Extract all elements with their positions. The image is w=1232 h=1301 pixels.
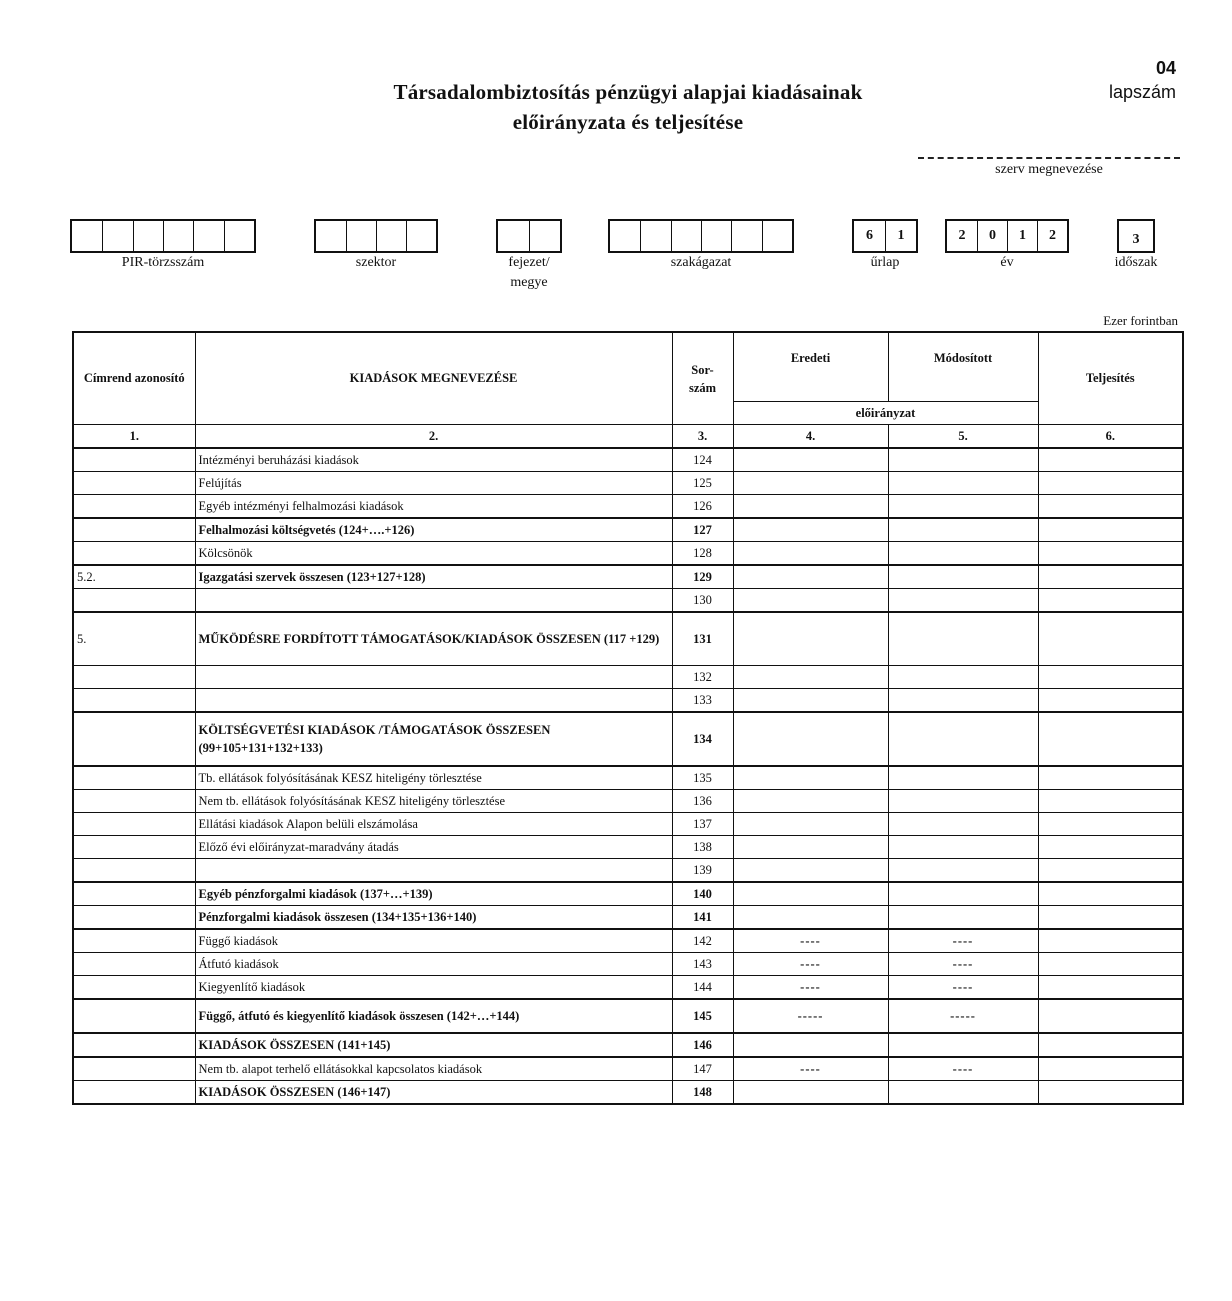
expense-name-cell: Felhalmozási költségvetés (124+….+126) (195, 518, 672, 542)
expense-name-cell: Kiegyenlítő kiadások (195, 976, 672, 1000)
performance-cell[interactable] (1038, 472, 1183, 495)
year-digit-box[interactable]: 2 (958, 228, 966, 243)
modified-appropriation-cell[interactable] (888, 472, 1038, 495)
table-row (73, 999, 1183, 1033)
expense-name-cell: Átfutó kiadások (195, 953, 672, 976)
year-label: év (1000, 255, 1014, 270)
modified-appropriation-cell[interactable] (888, 689, 1038, 713)
title-id-cell (73, 1081, 195, 1105)
row-number-cell: 146 (672, 1033, 733, 1057)
original-appropriation-cell[interactable] (733, 790, 888, 813)
column-number-3: 3. (672, 425, 733, 449)
performance-cell[interactable] (1038, 836, 1183, 859)
title-id-cell: 5.2. (73, 565, 195, 589)
year-field[interactable] (945, 219, 1069, 271)
row-number-cell: 130 (672, 589, 733, 613)
modified-appropriation-cell[interactable] (888, 565, 1038, 589)
form-code-field[interactable] (852, 219, 918, 271)
original-appropriation-cell[interactable]: ---- (733, 976, 888, 1000)
performance-cell[interactable] (1038, 1081, 1183, 1105)
page-number-label: lapszám (1108, 82, 1176, 102)
pir-digit-box[interactable] (163, 221, 193, 251)
modified-appropriation-cell[interactable]: ---- (888, 929, 1038, 953)
expense-name-cell: Nem tb. alapot terhelő ellátásokkal kapcsolatos kiadások (195, 1057, 672, 1081)
expense-name-cell: Felújítás (195, 472, 672, 495)
header-original: Eredeti (733, 332, 888, 402)
performance-cell[interactable] (1038, 565, 1183, 589)
table-row (73, 1057, 1183, 1081)
expense-name-cell: Egyéb pénzforgalmi kiadások (137+…+139) (195, 882, 672, 906)
modified-appropriation-cell[interactable] (888, 766, 1038, 790)
expenditure-table (72, 331, 1184, 1105)
title-id-cell (73, 448, 195, 472)
title-id-cell (73, 1057, 195, 1081)
table-row (73, 953, 1183, 976)
title-id-cell (73, 906, 195, 930)
county-label: megye (510, 275, 548, 290)
expense-name-cell: Kölcsönök (195, 542, 672, 566)
column-number-1: 1. (73, 425, 195, 449)
modified-appropriation-cell[interactable]: ---- (888, 976, 1038, 1000)
pir-digit-box[interactable] (133, 221, 163, 251)
row-number-cell: 131 (672, 612, 733, 666)
performance-cell[interactable] (1038, 542, 1183, 566)
original-appropriation-cell[interactable]: ---- (733, 1057, 888, 1081)
performance-cell[interactable] (1038, 712, 1183, 766)
form-digit-box[interactable]: 1 (885, 221, 916, 251)
title-id-cell (73, 790, 195, 813)
modified-appropriation-cell[interactable] (888, 448, 1038, 472)
title-id-cell (73, 999, 195, 1033)
org-name-label: szerv megnevezése (995, 162, 1103, 177)
table-row (73, 1033, 1183, 1057)
table-row (73, 1081, 1183, 1105)
performance-cell[interactable] (1038, 448, 1183, 472)
table-row (73, 612, 1183, 666)
original-appropriation-cell[interactable] (733, 836, 888, 859)
table-row (73, 565, 1183, 589)
original-appropriation-cell[interactable] (733, 448, 888, 472)
sector-digit-box[interactable] (346, 221, 376, 251)
expense-name-cell (195, 689, 672, 713)
year-digit-box[interactable]: 2 (1037, 221, 1067, 251)
title-id-cell (73, 836, 195, 859)
expense-name-cell (195, 589, 672, 613)
period-digit-box[interactable]: 3 (1132, 232, 1140, 247)
modified-appropriation-cell[interactable] (888, 859, 1038, 883)
industry-field[interactable] (608, 219, 794, 271)
title-id-cell (73, 589, 195, 613)
title-id-cell (73, 813, 195, 836)
performance-cell[interactable] (1038, 1057, 1183, 1081)
header-row-number (672, 332, 733, 425)
expense-name-cell (195, 859, 672, 883)
table-row (73, 495, 1183, 519)
period-label: időszak (1114, 255, 1158, 270)
title-id-cell (73, 542, 195, 566)
row-number-cell: 143 (672, 953, 733, 976)
performance-cell[interactable] (1038, 790, 1183, 813)
performance-cell[interactable] (1038, 589, 1183, 613)
row-number-cell: 138 (672, 836, 733, 859)
industry-digit-box[interactable] (671, 221, 701, 251)
title-id-cell (73, 766, 195, 790)
original-appropriation-cell[interactable] (733, 542, 888, 566)
table-row (73, 859, 1183, 883)
header-title-id: Címrend azonosító (73, 332, 195, 425)
header-modified: Módosított (888, 332, 1038, 402)
expense-name-cell: Intézményi beruházási kiadások (195, 448, 672, 472)
page-number: 04 (1155, 58, 1176, 78)
performance-cell[interactable] (1038, 813, 1183, 836)
title-id-cell: 5. (73, 612, 195, 666)
table-row (73, 518, 1183, 542)
table-row (73, 689, 1183, 713)
expense-name-cell: Ellátási kiadások Alapon belüli elszámolása (195, 813, 672, 836)
table-row (73, 790, 1183, 813)
title-id-cell (73, 689, 195, 713)
table-row (73, 906, 1183, 930)
table-row (73, 836, 1183, 859)
modified-appropriation-cell[interactable] (888, 518, 1038, 542)
column-number-2: 2. (195, 425, 672, 449)
title-id-cell (73, 472, 195, 495)
title-id-cell (73, 518, 195, 542)
original-appropriation-cell[interactable] (733, 666, 888, 689)
form-code-label: űrlap (870, 255, 900, 270)
performance-cell[interactable] (1038, 1033, 1183, 1057)
industry-label: szakágazat (670, 255, 732, 270)
performance-cell[interactable] (1038, 999, 1183, 1033)
expense-name-cell: KÖLTSÉGVETÉSI KIADÁSOK /TÁMOGATÁSOK ÖSSZESEN (99+105+131+132+133) (195, 712, 672, 766)
expense-name-cell: Igazgatási szervek összesen (123+127+128) (195, 565, 672, 589)
expense-name-cell: Előző évi előirányzat-maradvány átadás (195, 836, 672, 859)
title-id-cell (73, 953, 195, 976)
pir-digit-box[interactable] (224, 221, 254, 251)
table-row (73, 589, 1183, 613)
form-title-line-2: előirányzata és teljesítése (512, 110, 744, 134)
sector-digit-box[interactable] (376, 221, 406, 251)
original-appropriation-cell[interactable] (733, 612, 888, 666)
title-id-cell (73, 859, 195, 883)
expense-name-cell: KIADÁSOK ÖSSZESEN (146+147) (195, 1081, 672, 1105)
sector-field[interactable] (314, 219, 438, 271)
original-appropriation-cell[interactable] (733, 1033, 888, 1057)
column-number-5: 5. (888, 425, 1038, 449)
original-appropriation-cell[interactable]: ----- (733, 999, 888, 1033)
chapter-digit-box[interactable] (529, 221, 560, 251)
expense-name-cell: Függő, átfutó és kiegyenlítő kiadások összesen (142+…+144) (195, 999, 672, 1033)
original-appropriation-cell[interactable] (733, 689, 888, 713)
original-appropriation-cell[interactable] (733, 1081, 888, 1105)
period-field[interactable] (1113, 219, 1159, 271)
sector-digit-box[interactable] (316, 221, 346, 251)
sector-label: szektor (355, 255, 397, 270)
modified-appropriation-cell[interactable] (888, 495, 1038, 519)
row-number-cell: 127 (672, 518, 733, 542)
row-number-cell: 144 (672, 976, 733, 1000)
modified-appropriation-cell[interactable] (888, 906, 1038, 930)
row-number-cell: 148 (672, 1081, 733, 1105)
industry-digit-box[interactable] (731, 221, 761, 251)
industry-digit-box[interactable] (610, 221, 640, 251)
title-id-cell (73, 1033, 195, 1057)
performance-cell[interactable] (1038, 929, 1183, 953)
row-number-cell: 147 (672, 1057, 733, 1081)
row-number-cell: 129 (672, 565, 733, 589)
unit-note: Ezer forintban (1103, 313, 1178, 328)
expense-name-cell: Nem tb. ellátások folyósításának KESZ hiteligény törlesztése (195, 790, 672, 813)
pir-number-field[interactable] (70, 219, 256, 271)
chapter-county-field[interactable] (496, 219, 562, 291)
original-appropriation-cell[interactable] (733, 906, 888, 930)
original-appropriation-cell[interactable] (733, 712, 888, 766)
pir-number-label: PIR-törzsszám (121, 255, 205, 270)
sector-digit-box[interactable] (406, 221, 436, 251)
original-appropriation-cell[interactable]: ---- (733, 929, 888, 953)
modified-appropriation-cell[interactable] (888, 1081, 1038, 1105)
performance-cell[interactable] (1038, 689, 1183, 713)
title-id-cell (73, 929, 195, 953)
row-number-cell: 132 (672, 666, 733, 689)
header-row-number-line-1: Sor- (691, 362, 714, 377)
modified-appropriation-cell[interactable] (888, 882, 1038, 906)
table-row (73, 448, 1183, 472)
row-number-cell: 142 (672, 929, 733, 953)
modified-appropriation-cell[interactable] (888, 1033, 1038, 1057)
performance-cell[interactable] (1038, 612, 1183, 666)
table-row (73, 882, 1183, 906)
original-appropriation-cell[interactable] (733, 495, 888, 519)
industry-digit-box[interactable] (762, 221, 792, 251)
header-performance: Teljesítés (1038, 332, 1183, 425)
year-digit-box[interactable]: 1 (1007, 221, 1037, 251)
row-number-cell: 135 (672, 766, 733, 790)
original-appropriation-cell[interactable] (733, 882, 888, 906)
header-expense-name: KIADÁSOK MEGNEVEZÉSE (195, 332, 672, 425)
table-row (73, 666, 1183, 689)
title-id-cell (73, 495, 195, 519)
header-row-number-line-2: szám (688, 380, 717, 395)
pir-digit-box[interactable] (102, 221, 132, 251)
chapter-digit-box[interactable] (498, 221, 529, 251)
performance-cell[interactable] (1038, 495, 1183, 519)
original-appropriation-cell[interactable] (733, 472, 888, 495)
row-number-cell: 139 (672, 859, 733, 883)
performance-cell[interactable] (1038, 766, 1183, 790)
title-id-cell (73, 976, 195, 1000)
title-id-cell (73, 666, 195, 689)
expense-name-cell: Egyéb intézményi felhalmozási kiadások (195, 495, 672, 519)
industry-digit-box[interactable] (640, 221, 670, 251)
expense-name-cell (195, 666, 672, 689)
table-row (73, 542, 1183, 566)
expense-name-cell: MŰKÖDÉSRE FORDÍTOTT TÁMOGATÁSOK/KIADÁSOK ÖSSZESEN (117 +129) (195, 612, 672, 666)
chapter-label: fejezet/ (508, 255, 550, 270)
performance-cell[interactable] (1038, 976, 1183, 1000)
original-appropriation-cell[interactable] (733, 565, 888, 589)
form-digit-box[interactable]: 6 (865, 228, 873, 243)
column-number-4: 4. (733, 425, 888, 449)
header-appropriation: előirányzat (733, 402, 1038, 425)
table-row (73, 976, 1183, 1000)
modified-appropriation-cell[interactable] (888, 666, 1038, 689)
row-number-cell: 141 (672, 906, 733, 930)
table-row (73, 813, 1183, 836)
modified-appropriation-cell[interactable]: ---- (888, 1057, 1038, 1081)
performance-cell[interactable] (1038, 906, 1183, 930)
row-number-cell: 134 (672, 712, 733, 766)
row-number-cell: 140 (672, 882, 733, 906)
year-digit-box[interactable]: 0 (977, 221, 1007, 251)
pir-digit-box[interactable] (72, 221, 102, 251)
modified-appropriation-cell[interactable] (888, 612, 1038, 666)
modified-appropriation-cell[interactable]: ---- (888, 953, 1038, 976)
expense-name-cell: KIADÁSOK ÖSSZESEN (141+145) (195, 1033, 672, 1057)
modified-appropriation-cell[interactable]: ----- (888, 999, 1038, 1033)
form-title-line-1: Társadalombiztosítás pénzügyi alapjai kiadásainak (393, 80, 863, 104)
row-number-cell: 137 (672, 813, 733, 836)
original-appropriation-cell[interactable] (733, 589, 888, 613)
row-number-cell: 133 (672, 689, 733, 713)
column-number-6: 6. (1038, 425, 1183, 449)
row-number-cell: 128 (672, 542, 733, 566)
row-number-cell: 125 (672, 472, 733, 495)
modified-appropriation-cell[interactable] (888, 712, 1038, 766)
row-number-cell: 126 (672, 495, 733, 519)
performance-cell[interactable] (1038, 859, 1183, 883)
expense-name-cell: Függő kiadások (195, 929, 672, 953)
industry-digit-box[interactable] (701, 221, 731, 251)
performance-cell[interactable] (1038, 953, 1183, 976)
pir-digit-box[interactable] (193, 221, 223, 251)
original-appropriation-cell[interactable] (733, 766, 888, 790)
modified-appropriation-cell[interactable] (888, 813, 1038, 836)
title-id-cell (73, 712, 195, 766)
original-appropriation-cell[interactable] (733, 813, 888, 836)
table-row (73, 929, 1183, 953)
modified-appropriation-cell[interactable] (888, 836, 1038, 859)
row-number-cell: 145 (672, 999, 733, 1033)
row-number-cell: 124 (672, 448, 733, 472)
table-row (73, 712, 1183, 766)
title-id-cell (73, 882, 195, 906)
performance-cell[interactable] (1038, 882, 1183, 906)
expense-name-cell: Pénzforgalmi kiadások összesen (134+135+136+140) (195, 906, 672, 930)
expense-name-cell: Tb. ellátások folyósításának KESZ hiteligény törlesztése (195, 766, 672, 790)
table-row (73, 472, 1183, 495)
modified-appropriation-cell[interactable] (888, 790, 1038, 813)
performance-cell[interactable] (1038, 518, 1183, 542)
original-appropriation-cell[interactable] (733, 859, 888, 883)
modified-appropriation-cell[interactable] (888, 542, 1038, 566)
table-row (73, 766, 1183, 790)
row-number-cell: 136 (672, 790, 733, 813)
performance-cell[interactable] (1038, 666, 1183, 689)
org-name-field[interactable] (918, 157, 1180, 159)
original-appropriation-cell[interactable] (733, 518, 888, 542)
modified-appropriation-cell[interactable] (888, 589, 1038, 613)
original-appropriation-cell[interactable]: ---- (733, 953, 888, 976)
